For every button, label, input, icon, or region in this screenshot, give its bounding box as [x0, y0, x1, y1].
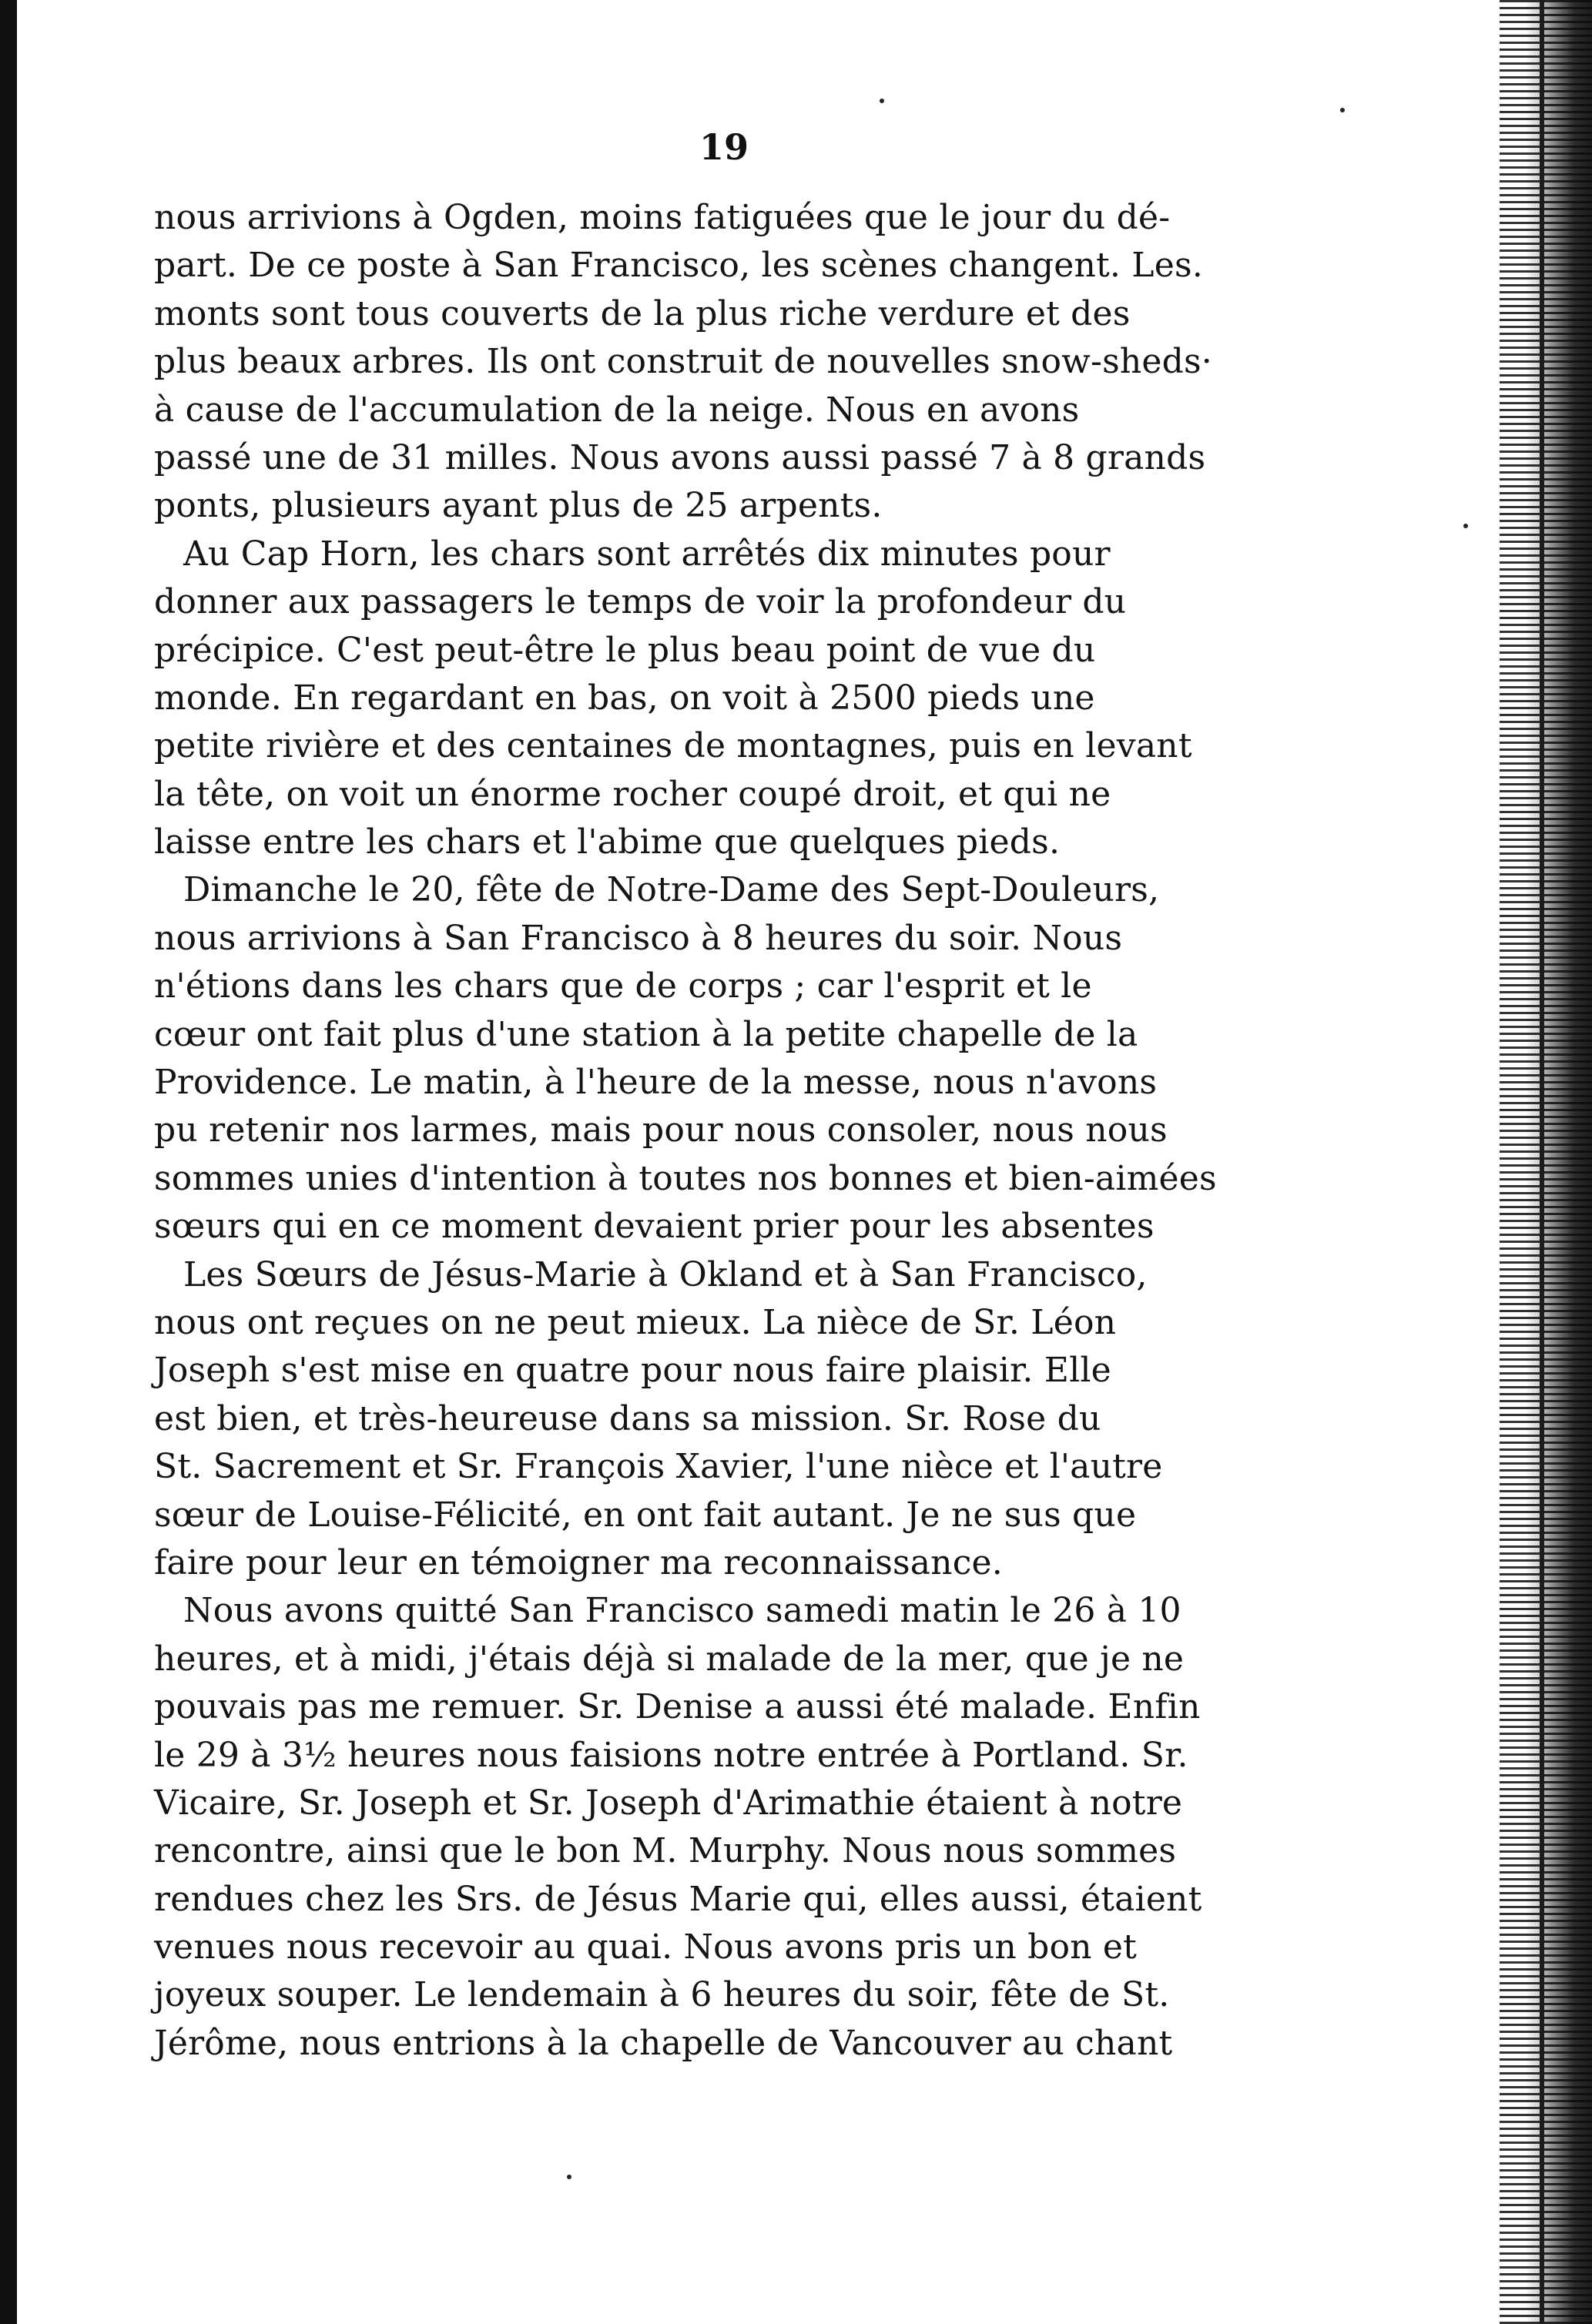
text-line: passé une de 31 milles. Nous avons aussi passé 7 à 8 grands: [154, 437, 1206, 477]
text-line: St. Sacrement et Sr. François Xavier, l'une nièce et l'autre: [154, 1447, 1163, 1487]
page-number: 19: [699, 126, 749, 168]
text-line: sommes unies d'intention à toutes nos bonnes et bien-aimées: [154, 1158, 1217, 1198]
text-line: donner aux passagers le temps de voir la profondeur du: [154, 582, 1127, 622]
text-line: laisse entre les chars et l'abime que quelques pieds.: [154, 822, 1061, 862]
text-line: nous ont reçues on ne peut mieux. La nièce de Sr. Léon: [154, 1302, 1117, 1342]
text-line: plus beaux arbres. Ils ont construit de nouvelles snow-sheds·: [154, 342, 1212, 382]
text-line: venues nous recevoir au quai. Nous avons pris un bon et: [154, 1927, 1138, 1967]
text-line: nous arrivions à Ogden, moins fatiguées que le jour du dé-: [154, 198, 1171, 237]
text-line: Dimanche le 20, fête de Notre-Dame des Sept-Douleurs,: [183, 870, 1160, 910]
text-line: est bien, et très-heureuse dans sa mission. Sr. Rose du: [154, 1398, 1101, 1438]
text-line: heures, et à midi, j'étais déjà si malade de la mer, que je ne: [154, 1639, 1185, 1679]
text-line: joyeux souper. Le lendemain à 6 heures du soir, fête de St.: [154, 1975, 1170, 2015]
right-page-edge: [1500, 0, 1592, 2324]
text-line: monde. En regardant en bas, on voit à 2500 pieds une: [154, 678, 1095, 718]
text-line: Jérôme, nous entrions à la chapelle de Vancouver au chant: [154, 2023, 1173, 2063]
left-binding-edge: [0, 0, 17, 2324]
text-line: précipice. C'est peut-être le plus beau point de vue du: [154, 630, 1096, 670]
text-line: part. De ce poste à San Francisco, les scènes changent. Les.: [154, 246, 1203, 286]
text-line: Joseph s'est mise en quatre pour nous faire plaisir. Elle: [154, 1351, 1111, 1391]
text-line: rendues chez les Srs. de Jésus Marie qui, elles aussi, étaient: [154, 1879, 1202, 1919]
text-line: petite rivière et des centaines de montagnes, puis en levant: [154, 726, 1192, 766]
text-line: à cause de l'accumulation de la neige. Nous en avons: [154, 390, 1080, 430]
text-line: le 29 à 3½ heures nous faisions notre entrée à Portland. Sr.: [154, 1735, 1188, 1775]
text-line: sœurs qui en ce moment devaient prier pour les absentes: [154, 1207, 1155, 1247]
body-text: [154, 194, 1279, 2068]
text-line: nous arrivions à San Francisco à 8 heures du soir. Nous: [154, 918, 1123, 958]
text-line: Vicaire, Sr. Joseph et Sr. Joseph d'Arimathie étaient à notre: [154, 1783, 1183, 1823]
text-line: sœur de Louise-Félicité, en ont fait autant. Je ne sus que: [154, 1495, 1137, 1535]
text-line: rencontre, ainsi que le bon M. Murphy. Nous nous sommes: [154, 1831, 1177, 1871]
text-line: pu retenir nos larmes, mais pour nous consoler, nous nous: [154, 1110, 1168, 1150]
text-line: faire pour leur en témoigner ma reconnaissance.: [154, 1542, 1003, 1582]
text-line: n'étions dans les chars que de corps ; car l'esprit et le: [154, 966, 1092, 1006]
text-line: la tête, on voit un énorme rocher coupé droit, et qui ne: [154, 774, 1111, 814]
text-line: cœur ont fait plus d'une station à la petite chapelle de la: [154, 1014, 1138, 1054]
text-line: Nous avons quitté San Francisco samedi matin le 26 à 10: [183, 1591, 1181, 1631]
text-line: monts sont tous couverts de la plus riche verdure et des: [154, 293, 1131, 333]
ink-speck: [880, 99, 884, 103]
ink-speck: [567, 2175, 571, 2179]
text-line: pouvais pas me remuer. Sr. Denise a aussi été malade. Enfin: [154, 1687, 1201, 1727]
ink-speck: [1340, 108, 1345, 112]
text-line: ponts, plusieurs ayant plus de 25 arpents.: [154, 486, 883, 526]
text-line: Les Sœurs de Jésus-Marie à Okland et à San Francisco,: [183, 1254, 1148, 1294]
text-line: Au Cap Horn, les chars sont arrêtés dix minutes pour: [183, 534, 1111, 574]
ink-speck: [1463, 524, 1468, 528]
text-line: Providence. Le matin, à l'heure de la messe, nous n'avons: [154, 1063, 1158, 1103]
